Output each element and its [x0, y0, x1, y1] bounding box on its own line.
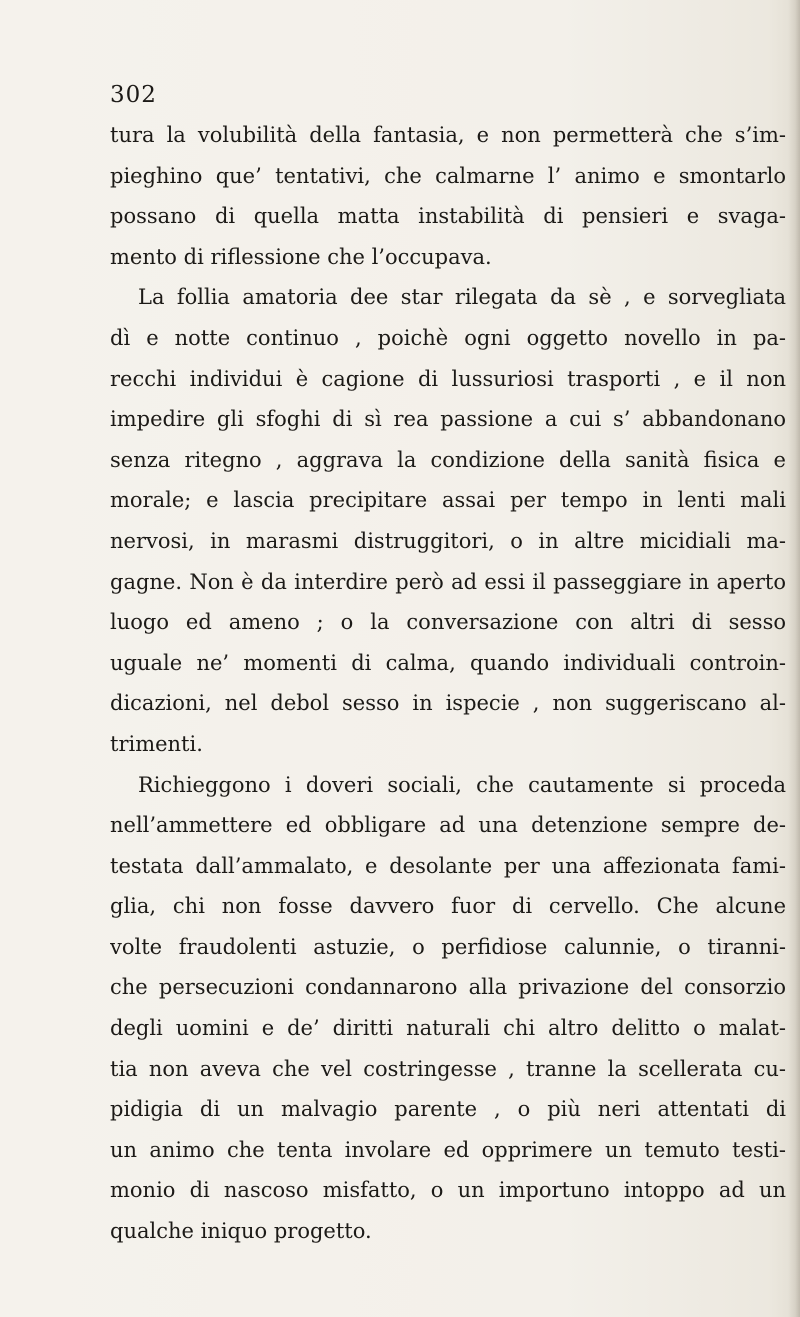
text-line: nell’ammettere ed obbligare ad una detenzione sempre de-: [110, 813, 786, 838]
text-line: qualche iniquo progetto.: [110, 1219, 372, 1244]
page-number: 302: [110, 82, 157, 108]
text-line: trimenti.: [110, 731, 203, 756]
text-line: impedire gli sfoghi di sì rea passione a cui s’ abbandonano: [110, 407, 786, 432]
text-line: senza ritegno , aggrava la condizione della sanità fisica e: [110, 447, 786, 472]
text-line: glia, chi non fosse davvero fuor di cervello. Che alcune: [110, 894, 786, 919]
text-line: che persecuzioni condannarono alla privazione del consorzio: [110, 975, 786, 1000]
text-line: degli uomini e de’ diritti naturali chi altro delitto o malat-: [110, 1016, 786, 1041]
text-line: dì e notte continuo , poichè ogni oggetto novello in pa-: [110, 325, 786, 350]
text-line: gagne. Non è da interdire però ad essi il passeggiare in aperto: [110, 569, 786, 594]
text-line: recchi individui è cagione di lussuriosi trasporti , e il non: [110, 366, 786, 391]
text-line: pidigia di un malvagio parente , o più neri attentati di: [110, 1097, 786, 1122]
text-line: morale; e lascia precipitare assai per tempo in lenti mali: [110, 488, 786, 513]
text-line: luogo ed ameno ; o la conversazione con altri di sesso: [110, 610, 786, 635]
text-line: tura la volubilità della fantasia, e non permetterà che s’im-: [110, 123, 786, 147]
page-edge-shadow: [788, 0, 800, 1317]
text-line: Richieggono i doveri sociali, che cautamente si proceda: [138, 772, 786, 797]
text-line: testata dall’ammalato, e desolante per una affezionata fami-: [110, 853, 786, 878]
text-line: mento di riflessione che l’occupava.: [110, 244, 492, 269]
text-line: nervosi, in marasmi distruggitori, o in altre micidiali ma-: [110, 528, 786, 553]
text-line: dicazioni, nel debol sesso in ispecie , non suggeriscano al-: [110, 691, 786, 716]
text-line: uguale ne’ momenti di calma, quando individuali controin-: [110, 650, 786, 675]
body-text: [110, 115, 786, 1252]
text-line: pieghino que’ tentativi, che calmarne l’ animo e smontarlo: [110, 163, 786, 188]
text-line: La follia amatoria dee star rilegata da sè , e sorvegliata: [138, 285, 786, 310]
text-line: monio di nascoso misfatto, o un importuno intoppo ad un: [110, 1178, 786, 1203]
text-line: possano di quella matta instabilità di pensieri e svaga-: [110, 204, 786, 229]
text-line: un animo che tenta involare ed opprimere un temuto testi-: [110, 1137, 786, 1162]
text-line: tia non aveva che vel costringesse , tranne la scellerata cu-: [110, 1056, 786, 1081]
text-line: volte fraudolenti astuzie, o perfidiose calunnie, o tiranni-: [110, 934, 786, 959]
